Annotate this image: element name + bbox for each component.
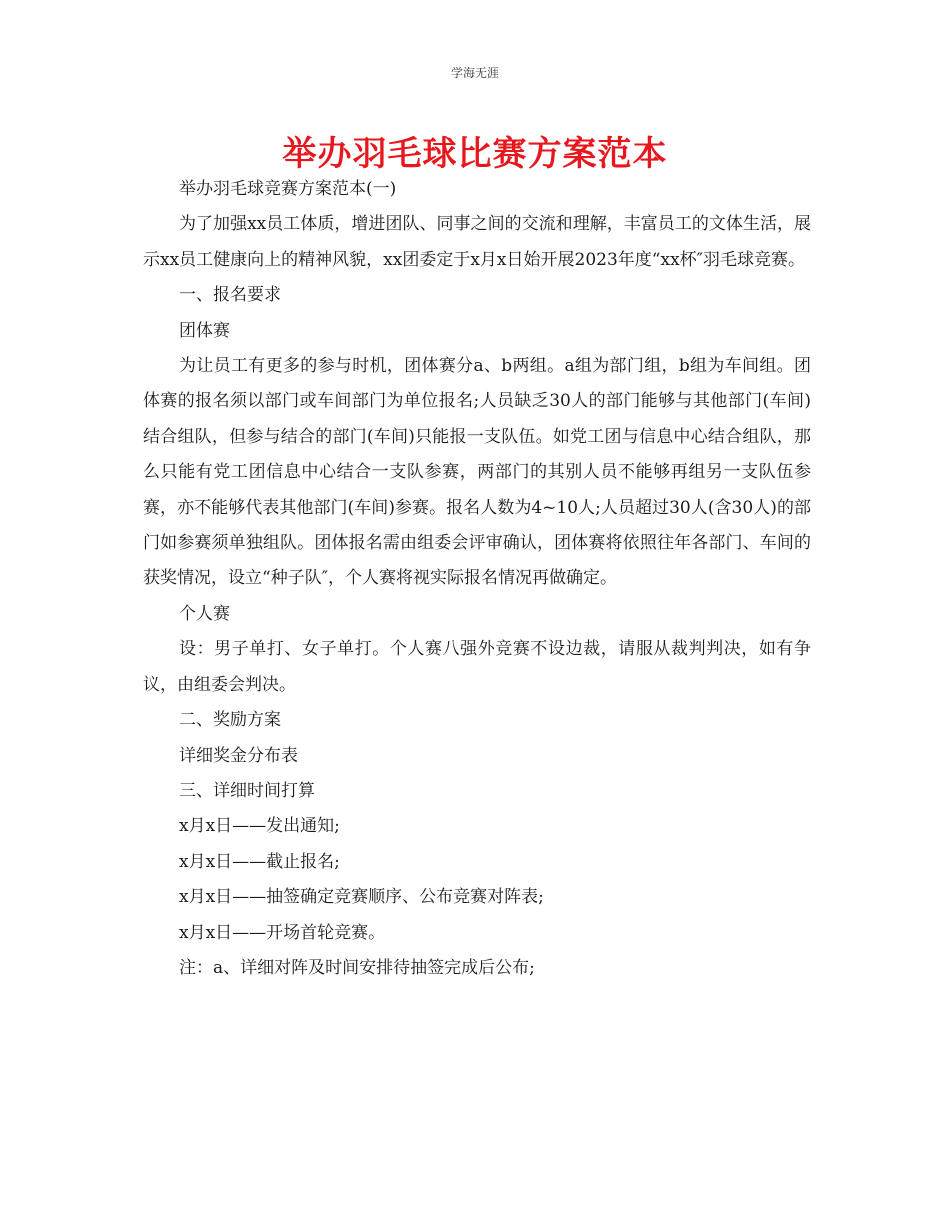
section-heading-schedule: 三、详细时间打算 [179, 780, 315, 801]
section-heading-awards: 二、奖励方案 [179, 710, 281, 731]
team-event-paragraph: 为让员工有更多的参与时机，团体赛分a、b两组。a组为部门组，b组为车间组。团体赛的报名须以部门或车间部门为单位报名;人员缺乏30人的部门能够与其他部门(车间)结合组队，但参与结合的部门(车间)只能报一支队伍。如党工团与信息中心结合组队，那么只能有党工团信息中心结合一支队参赛，两部门的其别人员不能够再组另一支队伍参赛，亦不能够代表其他部门(车间)参赛。报名人数为4~10人;人员超过30人(含30人)的部门如参赛须单独组队。团体报名需由组委会评审确认，团体赛将依照往年各部门、车间的获奖情况，设立“种子队″，个人赛将视实际报名情况再做确定。 [143, 356, 811, 589]
awards-line: 详细奖金分布表 [179, 745, 298, 766]
schedule-item: x月x日——发出通知; [179, 816, 340, 837]
subtitle-paragraph: 举办羽毛球竞赛方案范本(一) [179, 179, 397, 199]
document-body [143, 172, 811, 986]
schedule-item: x月x日——截止报名; [179, 851, 340, 872]
intro-paragraph: 为了加强xx员工体质，增进团队、同事之间的交流和理解，丰富员工的文体生活，展示xx员工健康向上的精神风貌，xx团委定于x月x日始开展2023年度“xx杯″羽毛球竞赛。 [143, 214, 811, 270]
document-title: 举办羽毛球比赛方案范本 [282, 134, 668, 174]
page-header: 学海无涯 [450, 66, 499, 80]
individual-event-paragraph: 设：男子单打、女子单打。个人赛八强外竞赛不设边裁，请服从裁判判决，如有争议，由组委会判决。 [143, 639, 811, 695]
note-line: 注：a、详细对阵及时间安排待抽签完成后公布; [179, 957, 535, 978]
schedule-item: x月x日——抽签确定竞赛顺序、公布竞赛对阵表; [179, 887, 544, 908]
subheading-team-event: 团体赛 [179, 320, 230, 341]
section-heading-registration: 一、报名要求 [179, 285, 281, 306]
schedule-item: x月x日——开场首轮竞赛。 [179, 922, 386, 943]
subheading-individual-event: 个人赛 [179, 603, 230, 624]
